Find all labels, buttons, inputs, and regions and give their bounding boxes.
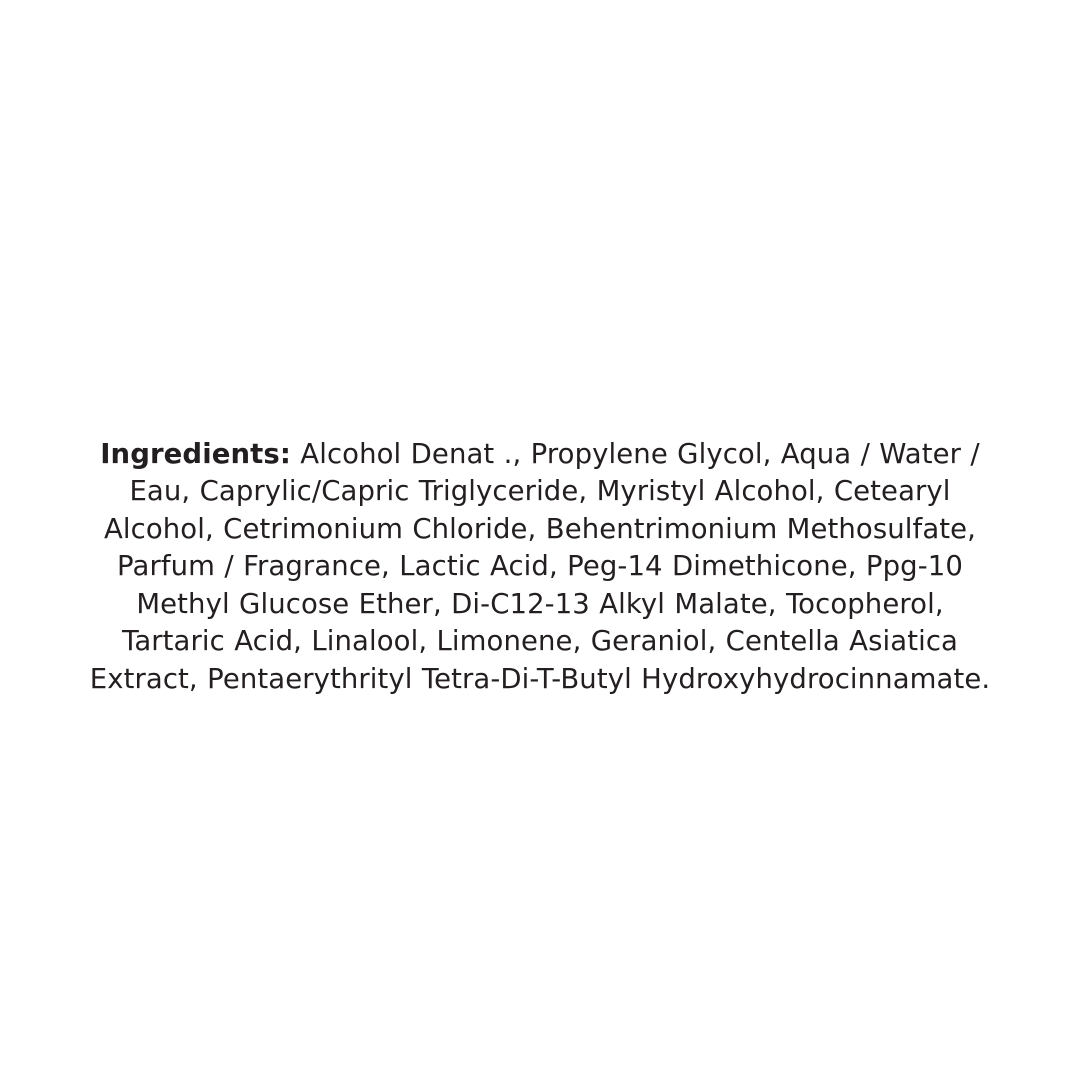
ingredients-label: Ingredients:	[100, 437, 291, 470]
ingredients-block	[85, 408, 995, 726]
ingredients-list: Alcohol Denat ., Propylene Glycol, Aqua / Water / Eau, Caprylic/Capric Triglyceride, Myristyl Alcohol, Cetearyl Alcohol, Cetrimonium Chloride, Behentrimonium Methosulfate, Parfum / Fragrance, Lactic Acid, Peg-14 Dimethicone, Ppg-10 Methyl Glucose Ether, Di-C12-13 Alkyl Malate, Tocopherol, Tartaric Acid, Linalool, Limonene, Geraniol, Centella Asiatica Extract, Pentaerythrityl Tetra-Di-T-Butyl Hydroxyhydrocinnamate.	[89, 437, 991, 695]
ingredients-paragraph	[85, 436, 995, 699]
